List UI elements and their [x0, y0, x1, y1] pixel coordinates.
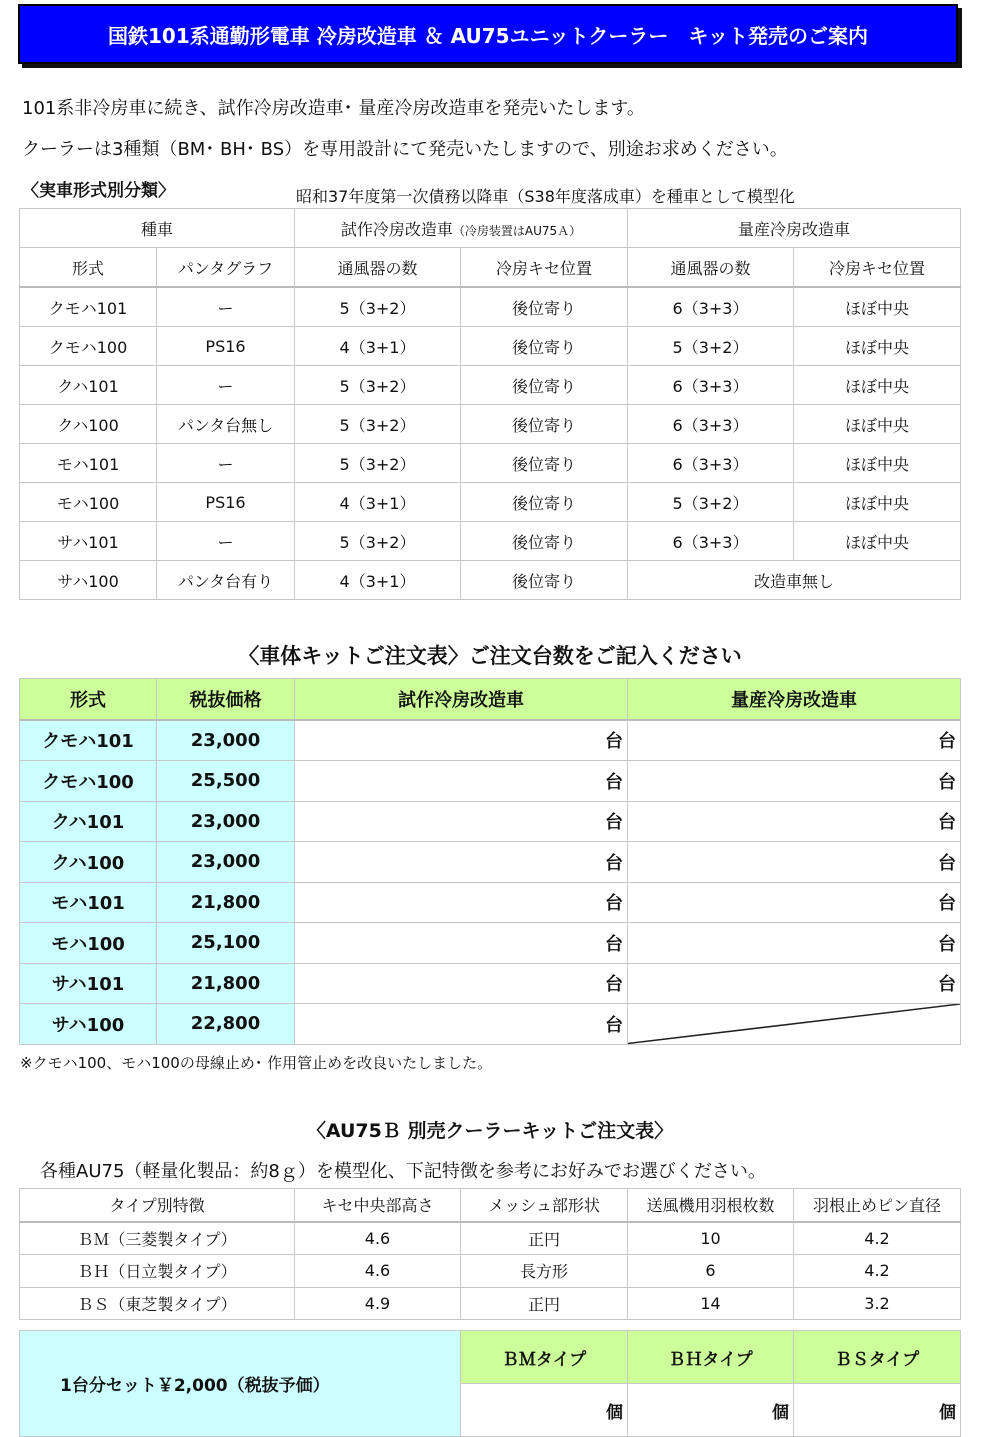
price-cell: 25,500: [157, 761, 295, 802]
header-mesh: メッシュ部形状: [461, 1189, 628, 1222]
header-bh-type: ＢＨタイプ: [628, 1331, 794, 1384]
cell: 5（3+2）: [628, 483, 794, 522]
qty-bs[interactable]: [794, 1384, 961, 1437]
cell: ほぼ中央: [794, 366, 961, 405]
price-cell: 25,100: [157, 923, 295, 964]
cell: クモハ101: [20, 287, 157, 327]
header-base-car: 種車: [20, 209, 295, 248]
qty-proto-input[interactable]: [295, 882, 628, 923]
order-row: [20, 761, 961, 802]
qty-proto-input[interactable]: [295, 842, 628, 883]
cell: 14: [628, 1287, 794, 1320]
cell: ほぼ中央: [794, 444, 961, 483]
cell: 6: [628, 1255, 794, 1288]
qty-proto-input[interactable]: [295, 801, 628, 842]
price-cell: 23,000: [157, 720, 295, 761]
cell: 5（3+2）: [295, 366, 461, 405]
section-title-cooler: 〈AU75Ｂ 別売クーラーキットご注文表〉: [306, 1120, 674, 1142]
cell: ー: [157, 366, 295, 405]
unit-label: 台: [938, 771, 956, 793]
unit-label: 台: [605, 1014, 623, 1036]
header-prototype-label: 試作冷房改造車: [340, 219, 453, 239]
qty-proto-input[interactable]: [295, 720, 628, 761]
cooler-order-table: [19, 1330, 961, 1437]
unit-label: 個: [606, 1402, 623, 1423]
cell: クモハ100: [20, 327, 157, 366]
qty-proto-input[interactable]: [295, 923, 628, 964]
cell: 長方形: [461, 1255, 628, 1288]
unit-label: 台: [605, 933, 623, 955]
unit-label: 台: [938, 852, 956, 874]
unit-label: 台: [605, 812, 623, 834]
cell: 5（3+2）: [628, 327, 794, 366]
unit-label: 台: [938, 974, 956, 996]
unit-label: 個: [939, 1402, 956, 1423]
cell: 3.2: [794, 1287, 961, 1320]
order-row: [20, 882, 961, 923]
unit-label: 台: [605, 771, 623, 793]
header-price: 税抜価格: [157, 679, 295, 720]
cell: 5（3+2）: [295, 522, 461, 561]
table-row: [20, 287, 961, 327]
set-price-label: 1台分セット￥2,000（税抜予価）: [20, 1331, 461, 1437]
cell: サハ100: [20, 561, 157, 600]
model-cell: クモハ101: [20, 720, 157, 761]
cell: 4.2: [794, 1222, 961, 1255]
cell: 後位寄り: [461, 327, 628, 366]
cell: PS16: [157, 483, 295, 522]
header-prototype-note: （冷房装置はAU75Ａ）: [452, 223, 582, 238]
table-row: [20, 1287, 961, 1320]
unit-label: 台: [938, 893, 956, 915]
order-row: [20, 963, 961, 1004]
cell: 後位寄り: [461, 405, 628, 444]
cell: 改造車無し: [628, 561, 961, 600]
page-banner: [18, 4, 958, 64]
qty-mass-input[interactable]: [628, 923, 961, 964]
intro-line-2: クーラーは3種類（BM･ BH･ BS）を専用設計にて発売いたしますので、別途お求めください。: [22, 139, 788, 160]
header-blades: 送風機用羽根枚数: [628, 1189, 794, 1222]
model-cell: クハ101: [20, 801, 157, 842]
cell: ほぼ中央: [794, 327, 961, 366]
cell: 4.9: [295, 1287, 461, 1320]
header-prototype: 試作冷房改造車: [295, 679, 628, 720]
unit-label: 台: [605, 893, 623, 915]
section-title-order: 〈車体キットご注文表〉ご注文台数をご記入ください: [238, 644, 742, 668]
section-title-classification: 〈実車形式別分類〉: [22, 181, 175, 201]
unit-label: 台: [938, 812, 956, 834]
header-prototype: [295, 209, 628, 248]
unit-label: 個: [772, 1402, 789, 1423]
qty-mass-input[interactable]: [628, 842, 961, 883]
header-type: 形式: [20, 679, 157, 720]
price-cell: 22,800: [157, 1004, 295, 1045]
table-row: [20, 366, 961, 405]
order-note: ※クモハ100、モハ100の母線止め･ 作用管止めを改良いたしました。: [20, 1054, 493, 1072]
cooler-feature-table: [19, 1188, 961, 1320]
price-cell: 21,800: [157, 963, 295, 1004]
cell: パンタ台無し: [157, 405, 295, 444]
price-cell: 21,800: [157, 882, 295, 923]
cell: ＢＨ（日立製タイプ）: [20, 1255, 295, 1288]
cell: 4（3+1）: [295, 327, 461, 366]
cell: 4（3+1）: [295, 561, 461, 600]
cell: 6（3+3）: [628, 444, 794, 483]
qty-mass-input[interactable]: [628, 720, 961, 761]
qty-mass-input: [628, 1004, 961, 1045]
table-row: [20, 444, 961, 483]
table-row: [20, 405, 961, 444]
qty-proto-input[interactable]: [295, 761, 628, 802]
cell: ー: [157, 522, 295, 561]
classification-table: [19, 208, 961, 600]
qty-bm[interactable]: [461, 1384, 628, 1437]
model-cell: モハ100: [20, 923, 157, 964]
header-height: キセ中央部高さ: [295, 1189, 461, 1222]
section-note-classification: 昭和37年度第一次債務以降車（S38年度落成車）を種車として模型化: [296, 187, 795, 206]
cell: 6（3+3）: [628, 405, 794, 444]
qty-mass-input[interactable]: [628, 801, 961, 842]
order-row: [20, 720, 961, 761]
table-row: [20, 483, 961, 522]
cell: 後位寄り: [461, 287, 628, 327]
price-cell: 23,000: [157, 801, 295, 842]
order-row: [20, 923, 961, 964]
header-vents-proto: 通風器の数: [295, 248, 461, 288]
table-row: [20, 561, 961, 600]
qty-mass-input[interactable]: [628, 963, 961, 1004]
cell: ほぼ中央: [794, 522, 961, 561]
cell: ＢＳ（東芝製タイプ）: [20, 1287, 295, 1320]
cell: 後位寄り: [461, 366, 628, 405]
header-mass: 量産冷房改造車: [628, 679, 961, 720]
table-row: [20, 327, 961, 366]
qty-proto-input[interactable]: [295, 963, 628, 1004]
cell: ほぼ中央: [794, 405, 961, 444]
cell: モハ100: [20, 483, 157, 522]
table-row: [20, 522, 961, 561]
model-cell: サハ100: [20, 1004, 157, 1045]
cell: 正円: [461, 1222, 628, 1255]
qty-bh[interactable]: [628, 1384, 794, 1437]
banner-text: 国鉄101系通勤形電車 冷房改造車 ＆ AU75ユニットクーラー キット発売のご案内: [108, 23, 868, 48]
cell: 5（3+2）: [295, 287, 461, 327]
cell: ー: [157, 287, 295, 327]
model-cell: サハ101: [20, 963, 157, 1004]
cell: クハ100: [20, 405, 157, 444]
cell: ほぼ中央: [794, 287, 961, 327]
header-pin: 羽根止めピン直径: [794, 1189, 961, 1222]
cell: 6（3+3）: [628, 522, 794, 561]
cell: 4.2: [794, 1255, 961, 1288]
cell: ほぼ中央: [794, 483, 961, 522]
intro-line-1: 101系非冷房車に続き、試作冷房改造車･ 量産冷房改造車を発売いたします。: [22, 98, 645, 119]
header-bs-type: ＢＳタイプ: [794, 1331, 961, 1384]
qty-mass-input[interactable]: [628, 761, 961, 802]
unit-label: 台: [605, 731, 623, 753]
table-row: [20, 1255, 961, 1288]
cell: クハ101: [20, 366, 157, 405]
header-pantograph: パンタグラフ: [157, 248, 295, 288]
diagonal-strike: [628, 1004, 960, 1044]
cell: PS16: [157, 327, 295, 366]
cell: モハ101: [20, 444, 157, 483]
cell: 後位寄り: [461, 444, 628, 483]
model-cell: モハ101: [20, 882, 157, 923]
unit-label: 台: [605, 974, 623, 996]
cell: 5（3+2）: [295, 444, 461, 483]
header-position-proto: 冷房キセ位置: [461, 248, 628, 288]
cell: 6（3+3）: [628, 366, 794, 405]
cell: 10: [628, 1222, 794, 1255]
cell: ＢＭ（三菱製タイプ）: [20, 1222, 295, 1255]
cell: パンタ台有り: [157, 561, 295, 600]
cell: ー: [157, 444, 295, 483]
header-type: 形式: [20, 248, 157, 288]
unit-label: 台: [938, 933, 956, 955]
cell: 4.6: [295, 1222, 461, 1255]
model-cell: クハ100: [20, 842, 157, 883]
model-cell: クモハ100: [20, 761, 157, 802]
cell: 後位寄り: [461, 561, 628, 600]
header-type-feature: タイプ別特徴: [20, 1189, 295, 1222]
unit-label: 台: [938, 731, 956, 753]
cell: 正円: [461, 1287, 628, 1320]
cell: 6（3+3）: [628, 287, 794, 327]
order-row: [20, 842, 961, 883]
header-bm-type: ＢＭタイプ: [461, 1331, 628, 1384]
qty-proto-input[interactable]: [295, 1004, 628, 1045]
price-cell: 23,000: [157, 842, 295, 883]
header-vents-mass: 通風器の数: [628, 248, 794, 288]
cell: 4.6: [295, 1255, 461, 1288]
cell: 後位寄り: [461, 483, 628, 522]
qty-mass-input[interactable]: [628, 882, 961, 923]
cooler-intro: 各種AU75（軽量化製品：約8ｇ）を模型化、下記特徴を参考にお好みでお選びください。: [40, 1161, 766, 1182]
unit-label: 台: [605, 852, 623, 874]
table-row: [20, 1222, 961, 1255]
order-table: [19, 678, 961, 1045]
cell: 4（3+1）: [295, 483, 461, 522]
cell: 後位寄り: [461, 522, 628, 561]
order-row: [20, 801, 961, 842]
cell: 5（3+2）: [295, 405, 461, 444]
cell: サハ101: [20, 522, 157, 561]
header-mass: 量産冷房改造車: [628, 209, 961, 248]
header-position-mass: 冷房キセ位置: [794, 248, 961, 288]
order-row: [20, 1004, 961, 1045]
